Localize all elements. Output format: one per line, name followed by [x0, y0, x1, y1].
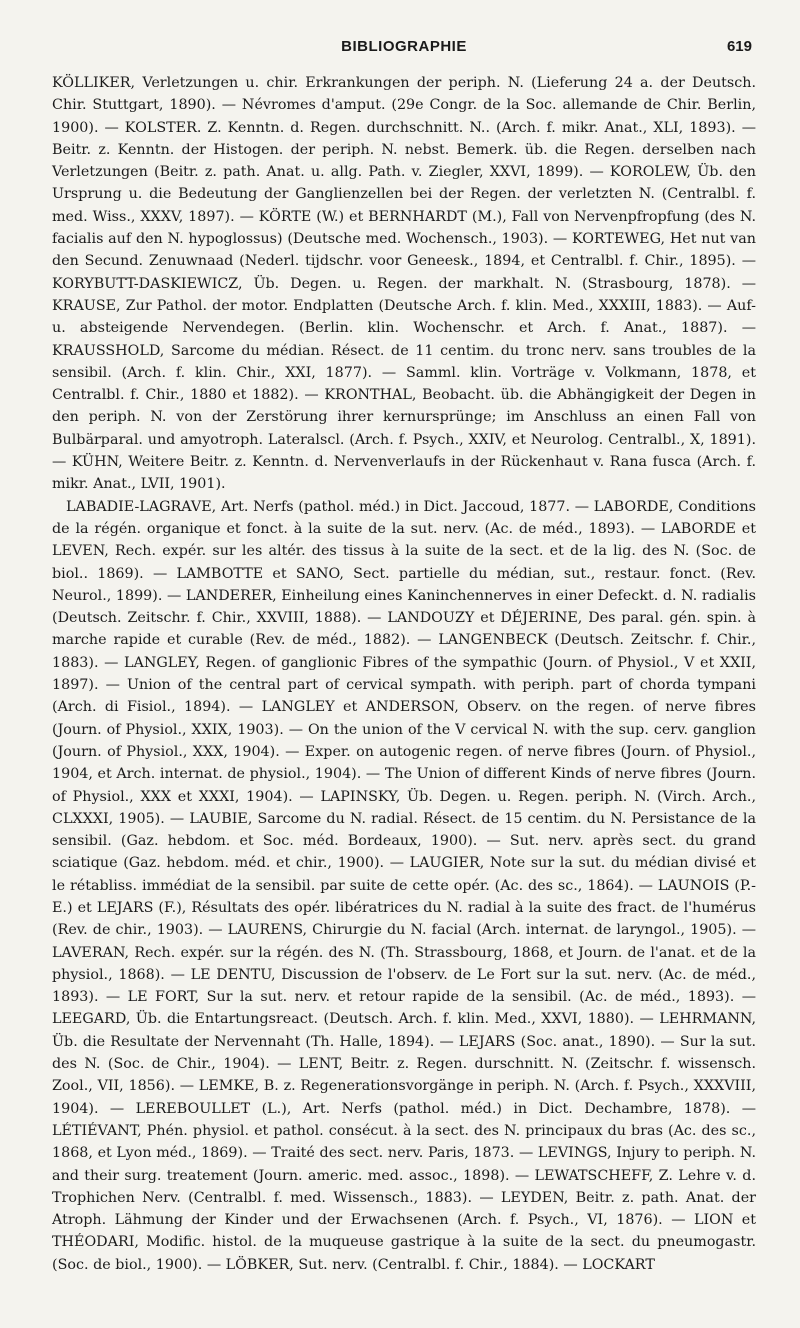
bibliography-paragraph-k: KÖLLIKER, Verletzungen u. chir. Erkrankungen der periph. N. (Lieferung 24 a. der Deutsch. Chir. Stuttgart, 1890). — Névromes d'amput. (29e Congr. de la Soc. allemande de Chir. Berlin, 1900). — KOLSTER. Z. Kenntn. d. Regen. durchschnitt. N.. (Arch. f. mikr. Anat., XLI, 1893). — Beitr. z. Kenntn. der Histogen. der periph. N. nebst. Bemerk. üb. die Regen. derselben nach Verletzungen (Beitr. z. path. Anat. u. allg. Path. v. Ziegler, XXVI, 1899). — KOROLEW, Üb. den Ursprung u. die Bedeutung der Ganglienzellen bei der Regen. der verletzten N. (Centralbl. f. med. Wiss., XXXV, 1897). — KÖRTE (W.) et BERNHARDT (M.), Fall von Nervenpfropfung (des N. facialis auf den N. hypoglossus) (Deutsche med. Wochensch., 1903). — KORTEWEG, Het nut van den Secund. Zenuwnaad (Nederl. tijdschr. voor Geneesk., 1894, et Centralbl. f. Chir., 1895). — KORYBUTT-DASKIEWICZ, Üb. Degen. u. Regen. der markhalt. N. (Strasbourg, 1878). — KRAUSE, Zur Pathol. der motor. Endplatten (Deutsche Arch. f. klin. Med., XXXIII, 1883). — Auf-u. absteigende Nervendegen. (Berlin. klin. Wochenschr. et Arch. f. Anat., 1887). — KRAUSSHOLD, Sarcome du médian. Résect. de 11 centim. du tronc nerv. sans troubles de la sensibil. (Arch. f. klin. Chir., XXI, 1877). — Samml. klin. Vorträge v. Volkmann, 1878, et Centralbl. f. Chir., 1880 et 1882). — KRONTHAL, Beobacht. üb. die Abhängigkeit der Degen in den periph. N. von der Zerstörung ihrer kernursprünge; im Anschluss an einen Fall von Bulbärparal. und amyotroph. Lateralscl. (Arch. f. Psych., XXIV, et Neurolog. Centralbl., X, 1891). — KÜHN, Weitere Beitr. z. Kenntn. d. Nervenverlaufs in der Rückenhaut v. Rana fusca (Arch. f. mikr. Anat., LVII, 1901). [52, 75, 756, 493]
page-number: 619 [726, 38, 752, 55]
bibliography-paragraph-l: LABADIE-LAGRAVE, Art. Nerfs (pathol. méd.) in Dict. Jaccoud, 1877. — LABORDE, Conditions de la régén. organique et fonct. à la suite de la sut. nerv. (Ac. de méd., 1893). — LABORDE et LEVEN, Rech. expér. sur les altér. des tissus à la suite de la sect. et de la lig. des N. (Soc. de biol.. 1869). — LAMBOTTE et SANO, Sect. partielle du médian, sut., restaur. fonct. (Rev. Neurol., 1899). — LANDERER, Einheilung eines Kaninchennerves in einer Defeckt. d. N. radialis (Deutsch. Zeitschr. f. Chir., XXVIII, 1888). — LANDOUZY et DÉJERINE, Des paral. gén. spin. à marche rapide et curable (Rev. de méd., 1882). — LANGENBECK (Deutsch. Zeitschr. f. Chir., 1883). — LANGLEY, Regen. of ganglionic Fibres of the sympathic (Journ. of Physiol., V et XXII, 1897). — Union of the central part of cervical sympath. with periph. part of chorda tympani (Arch. di Fisiol., 1894). — LANGLEY et ANDERSON, Observ. on the regen. of nerve fibres (Journ. of Physiol., XXIX, 1903). — On the union of the V cervical N. with the sup. cerv. ganglion (Journ. of Physiol., XXX, 1904). — Exper. on autogenic regen. of nerve fibres (Journ. of Physiol., 1904, et Arch. internat. de physiol., 1904). — The Union of different Kinds of nerve fibres (Journ. of Physiol., XXX et XXXI, 1904). — LAPINSKY, Üb. Degen. u. Regen. periph. N. (Virch. Arch., CLXXXI, 1905). — LAUBIE, Sarcome du N. radial. Résect. de 15 centim. du N. Persistance de la sensibil. (Gaz. hebdom. et Soc. méd. Bordeaux, 1900). — Sut. nerv. après sect. du grand sciatique (Gaz. hebdom. méd. et chir., 1900). — LAUGIER, Note sur la sut. du médian divisé et le rétabliss. immédiat de la sensibil. par suite de cette opér. (Ac. des sc., 1864). — LAUNOIS (P.-E.) et LEJARS (F.), Résultats des opér. libératrices du N. radial à la suite des fract. de l'humérus (Rev. de chir., 1903). — LAURENS, Chirurgie du N. facial (Arch. internat. de laryngol., 1905). — LAVERAN, Rech. expér. sur la régén. des N. (Th. Strassbourg, 1868, et Journ. de l'anat. et de la physiol., 1868). — LE DENTU, Discussion de l'observ. de Le Fort sur la sut. nerv. (Ac. de méd., 1893). — LE FORT, Sur la sut. nerv. et retour rapide de la sensibil. (Ac. de méd., 1893). — LEEGARD, Üb. die Entartungsreact. (Deutsch. Arch. f. klin. Med., XXVI, 1880). — LEHRMANN, Üb. die Resultate der Nervennaht (Th. Halle, 1894). — LEJARS (Soc. anat., 1890). — Sur la sut. des N. (Soc. de Chir., 1904). — LENT, Beitr. z. Regen. durschnitt. N. (Zeitschr. f. wissensch. Zool., VII, 1856). — LEMKE, B. z. Regenerationsvorgänge in periph. N. (Arch. f. Psych., XXXVIII, 1904). — LEREBOULLET (L.), Art. Nerfs (pathol. méd.) in Dict. Dechambre, 1878). — LÉTIÉVANT, Phén. physiol. et pathol. consécut. à la sect. des N. principaux du bras (Ac. des sc., 1868, et Lyon méd., 1869). — Traité des sect. nerv. Paris, 1873. — LEVINGS, Injury to periph. N. and their surg. treatement (Journ. americ. med. assoc., 1898). — LEWATSCHEFF, Z. Lehre v. d. Trophichen Nerv. (Centralbl. f. med. Wissensch., 1883). — LEYDEN, Beitr. z. path. Anat. der Atroph. Lähmung der Kinder und der Erwachsenen (Arch. f. Psych., VI, 1876). — LION et THÉODARI, Modific. histol. de la muqueuse gastrique à la suite de la sect. du pneumogastr. (Soc. de biol., 1900). — LÖBKER, Sut. nerv. (Centralbl. f. Chir., 1884). — LOCKART [52, 498, 756, 1273]
page-header [52, 34, 756, 68]
bibliography-body [52, 72, 756, 1276]
running-title: BIBLIOGRAPHIE [341, 38, 467, 55]
